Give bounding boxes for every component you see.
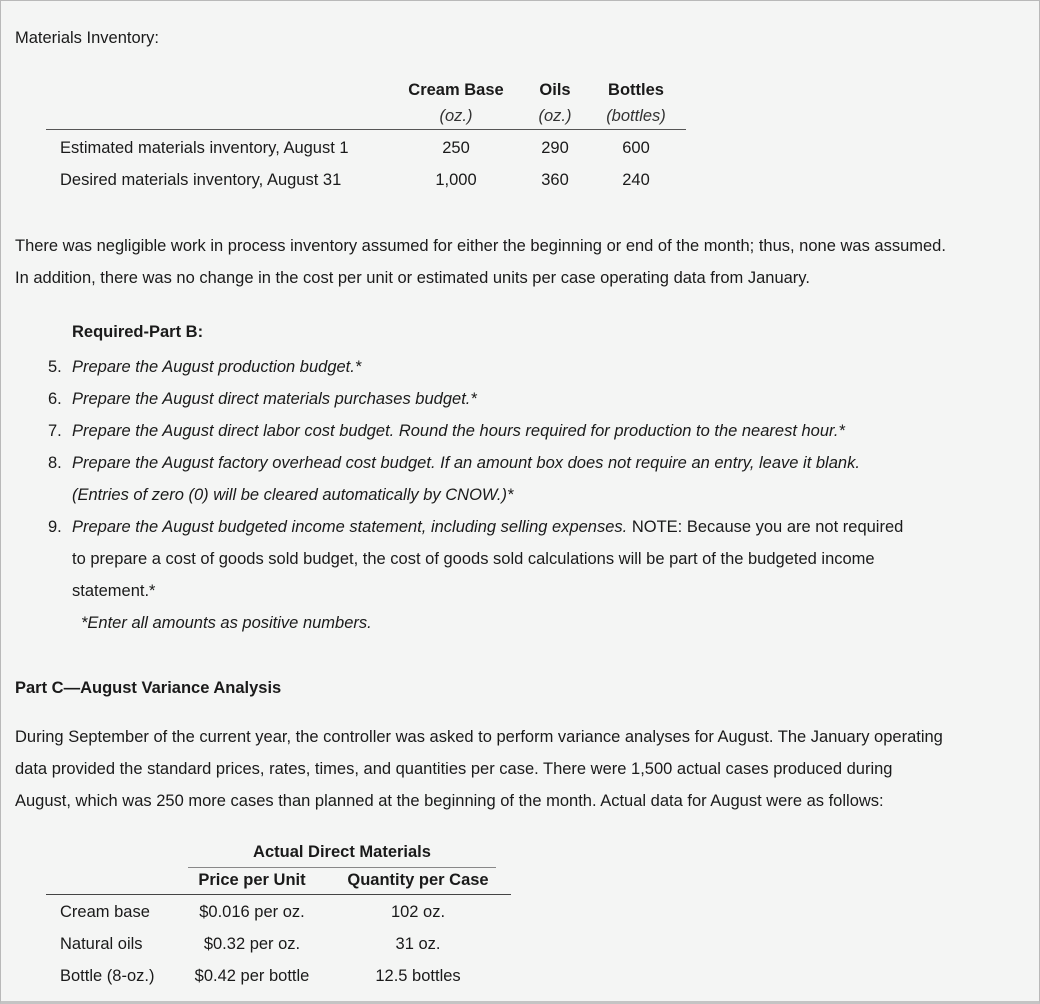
cell-price-bottle: $0.42 per bottle [194, 967, 310, 985]
col-unit-cream-base: (oz.) [439, 107, 473, 125]
actual-header-rule [46, 894, 511, 895]
cell-desired-oils: 360 [541, 171, 569, 189]
requirement-text: Prepare the August direct labor cost budget. Round the hours required for production to the nearest hour.* [72, 422, 845, 440]
cell-estimated-bottles: 600 [622, 139, 650, 157]
requirement-9-continued-2: statement.* [72, 582, 156, 600]
positive-numbers-footnote: *Enter all amounts as positive numbers. [81, 614, 372, 632]
requirement-number: 5. [48, 358, 62, 376]
title-rule [188, 867, 496, 868]
variance-paragraph-line-1: During September of the current year, the controller was asked to perform variance analyses for August. The January operating [15, 728, 943, 746]
col-header-quantity: Quantity per Case [347, 871, 489, 889]
cell-desired-cream: 1,000 [435, 171, 477, 189]
actual-table-title: Actual Direct Materials [253, 843, 431, 861]
header-rule [46, 129, 686, 130]
requirement-number: 6. [48, 390, 62, 408]
cell-desired-bottles: 240 [622, 171, 650, 189]
row-label-cream-base: Cream base [60, 903, 150, 921]
wip-paragraph-line-2: In addition, there was no change in the cost per unit or estimated units per case operating data from January. [15, 269, 810, 287]
cell-price-cream: $0.016 per oz. [199, 903, 305, 921]
col-unit-oils: (oz.) [538, 107, 572, 125]
cell-estimated-cream: 250 [442, 139, 470, 157]
requirement-9 [48, 511, 903, 543]
requirement-text: Prepare the August direct materials purchases budget.* [72, 390, 477, 408]
requirement-text-italic: Prepare the August budgeted income statement, including selling expenses. [72, 518, 628, 536]
cell-qty-cream: 102 oz. [390, 903, 446, 921]
materials-inventory-heading: Materials Inventory: [15, 29, 159, 47]
variance-paragraph-line-2: data provided the standard prices, rates, times, and quantities per case. There were 1,500 actual cases produced during [15, 760, 893, 778]
required-part-b-heading: Required-Part B: [72, 323, 204, 341]
row-label-desired: Desired materials inventory, August 31 [60, 171, 342, 189]
requirement-text: Prepare the August production budget.* [72, 358, 362, 376]
wip-paragraph-line-1: There was negligible work in process inventory assumed for either the beginning or end of the month; thus, none was assumed. [15, 237, 946, 255]
variance-paragraph-line-3: August, which was 250 more cases than planned at the beginning of the month. Actual data for August were as follows: [15, 792, 884, 810]
cell-price-oils: $0.32 per oz. [203, 935, 301, 953]
col-unit-bottles: (bottles) [606, 107, 666, 125]
requirement-text-note: NOTE: Because you are not required [627, 518, 904, 536]
requirement-8-continued: (Entries of zero (0) will be cleared automatically by CNOW.)* [72, 486, 514, 504]
cell-qty-oils: 31 oz. [395, 935, 441, 953]
requirement-7 [48, 415, 845, 447]
col-header-bottles: Bottles [608, 81, 664, 99]
requirement-number: 9. [48, 518, 62, 536]
actual-direct-materials-table [46, 841, 511, 991]
row-label-natural-oils: Natural oils [60, 935, 143, 953]
requirement-8 [48, 447, 860, 479]
cell-estimated-oils: 290 [541, 139, 569, 157]
col-header-cream-base: Cream Base [408, 81, 504, 99]
requirement-text: Prepare the August factory overhead cost budget. If an amount box does not require an entry, leave it blank. [72, 454, 860, 472]
requirement-number: 7. [48, 422, 62, 440]
col-header-price: Price per Unit [198, 871, 306, 889]
requirement-9-continued-1: to prepare a cost of goods sold budget, the cost of goods sold calculations will be part of the budgeted income [72, 550, 875, 568]
requirement-5 [48, 351, 361, 383]
row-label-estimated: Estimated materials inventory, August 1 [60, 139, 349, 157]
cell-qty-bottle: 12.5 bottles [375, 967, 461, 985]
part-c-heading: Part C—August Variance Analysis [15, 679, 282, 697]
requirement-6 [48, 383, 477, 415]
col-header-oils: Oils [539, 81, 571, 99]
requirement-number: 8. [48, 454, 62, 472]
row-label-bottle: Bottle (8-oz.) [60, 967, 155, 985]
